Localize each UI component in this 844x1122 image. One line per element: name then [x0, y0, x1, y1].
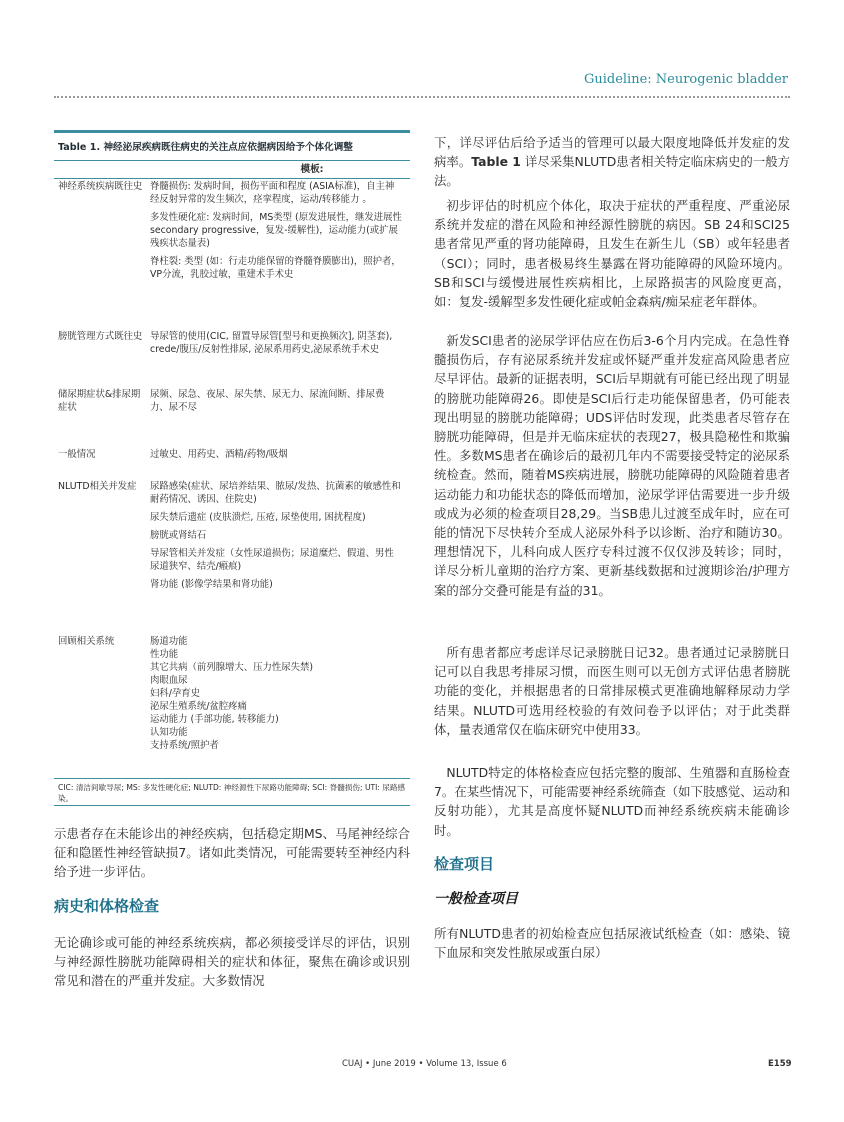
- row-item: 肉眼血尿: [150, 675, 188, 686]
- row-category: 膀胱管理方式既往史: [58, 331, 143, 342]
- row-item: 导尿管相关并发症（女性尿道损伤；尿道糜烂、假道、男性尿道狭窄、结壳/瘢痕): [150, 548, 394, 572]
- right-paragraph-1: [434, 133, 790, 191]
- row-items: [150, 480, 402, 596]
- right-paragraph-5: NLUTD特定的体格检查应包括完整的腹部、生殖器和直肠检查7。在某些情况下，可能需要神经系统筛查（如下肢感觉、运动和反射功能），尤其是高度怀疑NLUTD而神经系统疾病未能确诊时。: [434, 765, 790, 838]
- p1-text-b: 详尽采集NLUTD患者相关特定临床病史的一般方法。: [434, 154, 791, 189]
- row-items: [150, 635, 402, 752]
- right-paragraph-2: 初步评估的时机应个体化，取决于症状的严重程度、严重泌尿系统并发症的潜在风险和神经源性膀胱的病因。SB 24和SCI25患者常见严重的肾功能障碍，且发生在新生儿（SB）或年轻患者（SCI）；同时，患者极易终生暴露在肾功能障碍的风险环境内。SB和SCI与缓慢进展性疾病相比，上尿路损害的风险度更高，如：复发-缓解型多发性硬化症或帕金森病/痴呆症老年群体。: [434, 198, 790, 310]
- row-items: [150, 388, 402, 419]
- row-item: 妇科/孕育史: [150, 688, 201, 699]
- row-item: 泌尿生殖系统/盆腔疼痛: [150, 701, 247, 712]
- row-item: 膀胱或肾结石: [150, 530, 207, 541]
- running-title: Guideline: Neurogenic bladder: [583, 72, 788, 87]
- row-item: 支持系统/照护者: [150, 740, 219, 751]
- section-heading-history: 病史和体格检查: [54, 897, 160, 915]
- page-number: E159: [768, 1059, 792, 1069]
- header-divider: [54, 96, 790, 98]
- row-category: 储尿期症状&排尿期症状: [58, 389, 141, 413]
- row-item: 脊柱裂: 类型 (如：行走功能保留的脊髓脊膜膨出)，照护者，VP分流，乳胶过敏，重建术手术史: [150, 256, 401, 280]
- row-category: 回顾相关系统: [58, 636, 115, 647]
- right-paragraph-6: 所有NLUTD患者的初始检查应包括尿液试纸检查（如：感染、镜下血尿和突发性脓尿或蛋白尿）: [434, 926, 790, 961]
- row-item: 性功能: [150, 649, 179, 660]
- row-items: [150, 180, 402, 286]
- row-item: 其它共病（前列腺增大、压力性尿失禁): [150, 662, 314, 673]
- footer-citation: CUAJ • June 2019 • Volume 13, Issue 6: [342, 1059, 507, 1069]
- row-item: 多发性硬化症: 发病时间，MS类型 (原发进展性，继发进展性secondary progressive，复发-缓解性)，运动能力(或扩展残疾状态量表): [150, 212, 402, 249]
- left-paragraph-2: 无论确诊或可能的神经系统疾病，都必须接受详尽的评估，识别与神经源性膀胱功能障碍相关的症状和体征，聚焦在确诊或识别常见和潜在的严重并发症。大多数情况: [54, 935, 410, 989]
- section-heading-exams: 检查项目: [434, 855, 495, 873]
- table-1: [54, 130, 410, 806]
- row-items: [150, 448, 402, 466]
- row-item: 肾功能 (影像学结果和肾功能): [150, 579, 273, 590]
- right-paragraph-4: 所有患者都应考虑详尽记录膀胱日记32。患者通过记录膀胱日记可以自我思考排尿习惯，而医生则可以无创方式评估患者膀胱功能的变化，并根据患者的日常排尿模式更准确地解释尿动力学结果。NLUTD可选用经校验的有效问卷予以评估；对于此类群体，量表通常仅在临床研究中使用33。: [434, 645, 790, 737]
- row-item: 肠道功能: [150, 636, 188, 647]
- row-item: 尿失禁后遗症 (皮肤溃烂, 压疮, 尿垫使用, 困扰程度): [150, 512, 366, 523]
- table-title: Table 1. 神经泌尿疾病既往病史的关注点应依据病因给予个体化调整: [58, 142, 353, 153]
- p1-text-a: 下，详尽评估后给予适当的管理可以最大限度地降低并发症的发病率。: [434, 135, 790, 170]
- row-item: 认知功能: [150, 727, 188, 738]
- table-footnote: CIC: 清洁间歇导尿; MS: 多发性硬化症; NLUTD: 神经源性下尿路功能障碍; SCI: 脊髓损伤; UTI: 尿路感染。: [54, 778, 410, 806]
- table-header: 模板:: [54, 160, 410, 179]
- row-category: 一般情况: [58, 449, 96, 460]
- row-item: 过敏史、用药史、酒精/药物/吸烟: [150, 449, 288, 460]
- left-paragraph-1: 示患者存在未能诊出的神经疾病，包括稳定期MS、马尾神经综合征和隐匿性神经管缺损7。诸如此类情况，可能需要转至神经内科给予进一步评估。: [54, 826, 410, 880]
- row-item: 运动能力 (手部功能, 转移能力): [150, 714, 279, 725]
- row-category: NLUTD相关并发症: [58, 481, 137, 492]
- table-reference[interactable]: Table 1: [471, 154, 521, 170]
- subsection-heading-general-exams: 一般检查项目: [434, 891, 518, 907]
- row-category: 神经系统疾病既往史: [58, 181, 143, 192]
- row-items: [150, 330, 402, 361]
- row-item: 尿频、尿急、夜尿、尿失禁、尿无力、尿流间断、排尿费力、尿不尽: [150, 389, 385, 413]
- row-item: 尿路感染(症状、尿培养结果、脓尿/发热、抗菌素的敏感性和耐药情况、诱因、住院史): [150, 481, 401, 505]
- row-item: 导尿管的使用(CIC, 留置导尿管[型号和更换频次], 阴茎套), crede/腹压/反射性排尿, 泌尿系用药史,泌尿系统手术史: [150, 331, 393, 355]
- right-paragraph-3: 新发SCI患者的泌尿学评估应在伤后3-6个月内完成。在急性脊髓损伤后，存有泌尿系统并发症或怀疑严重并发症高风险患者应尽早评估。最新的证据表明，SCI后早期就有可能已经出现了明显的膀胱功能障碍26。即使是SCI后行走功能保留患者，仍可能表现出明显的膀胱功能障碍；UDS评估时发现，此类患者尽管存在膀胱功能障碍，但是并无临床症状的表现27，极具隐秘性和欺骗性。多数MS患者在确诊后的最初几年内不需要接受特定的泌尿系统检查。然而，随着MS疾病进展，膀胱功能障碍的风险随着患者运动能力和功能状态的降低而增加，泌尿学评估需要进一步升级或成为必须的检查项目28,29。当SB患儿过渡至成年时，应在可能的情况下尽快转介至成人泌尿外科予以诊断、治疗和随访30。理想情况下，儿科向成人医疗专科过渡不仅仅涉及转诊；同时，详尽分析儿童期的治疗方案、更新基线数据和过渡期诊治/护理方案的部分交叠可能是有益的31。: [434, 333, 790, 598]
- row-item: 脊髓损伤: 发病时间，损伤平面和程度 (ASIA标准)，自主神经反射异常的发生频次，痉挛程度，运动/转移能力 。: [150, 181, 395, 205]
